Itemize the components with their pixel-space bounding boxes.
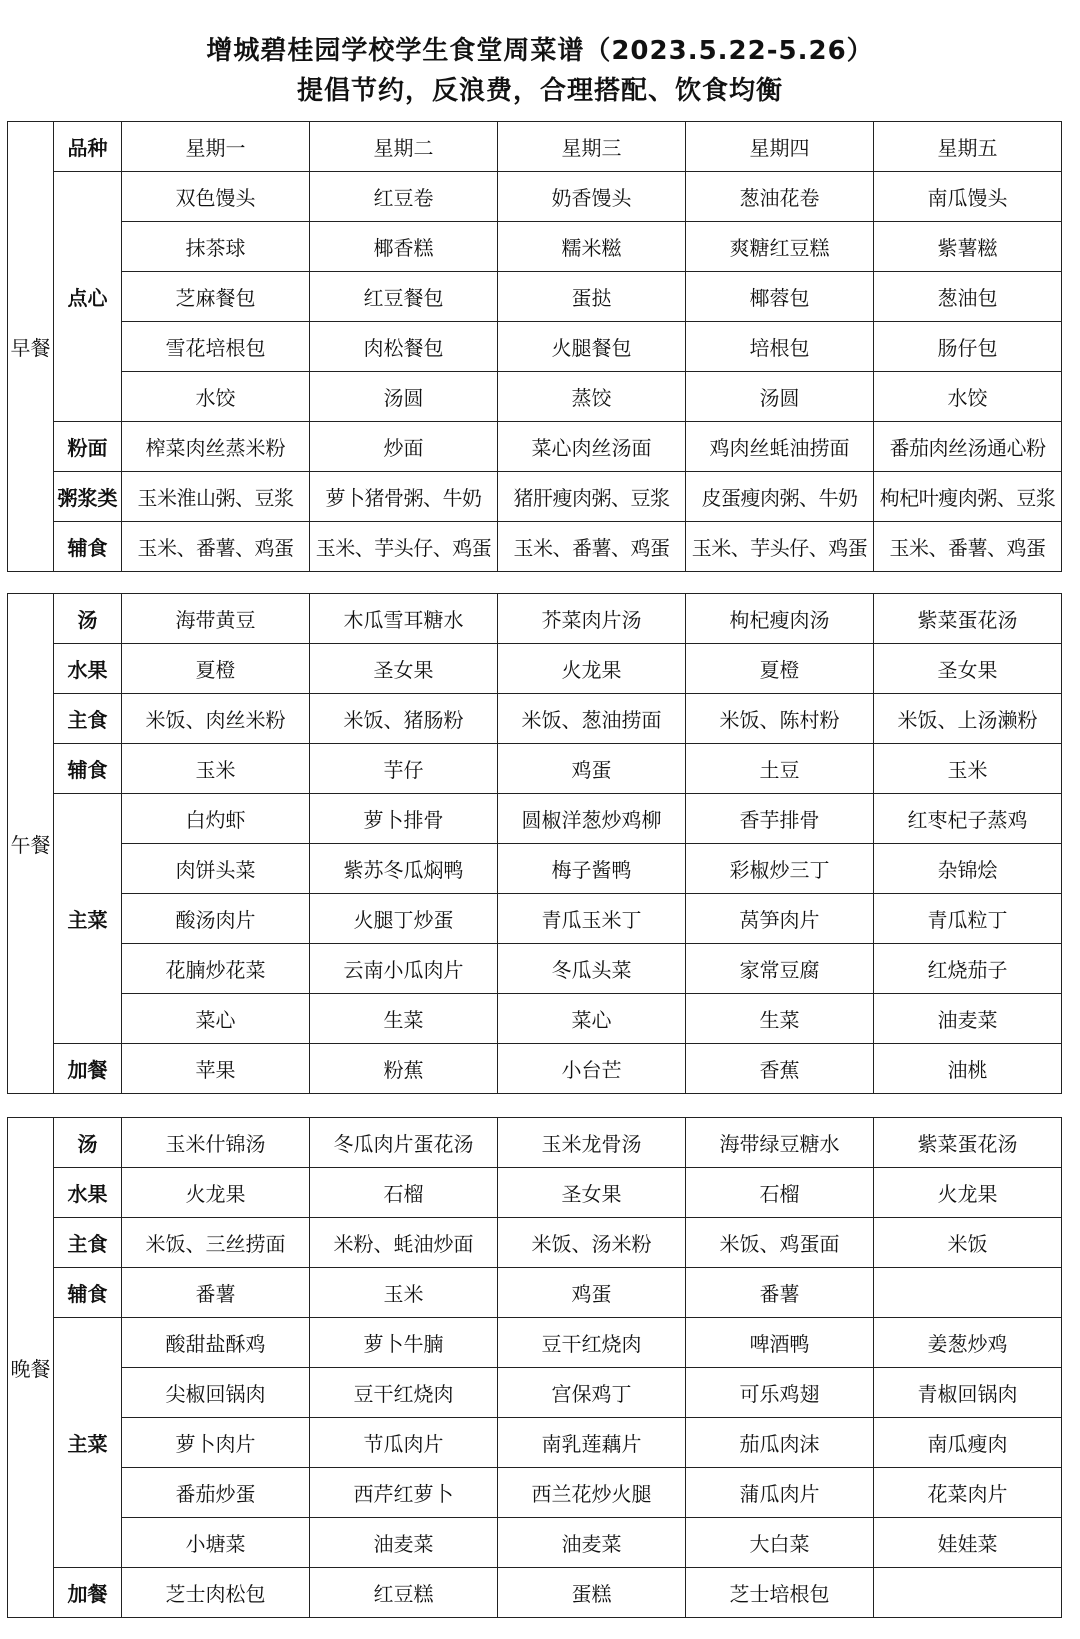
menu-cell: 白灼虾 [122, 794, 310, 844]
menu-cell: 米饭、三丝捞面 [122, 1218, 310, 1268]
menu-cell: 鸡肉丝蚝油捞面 [686, 422, 874, 472]
table-row [8, 1044, 1062, 1094]
menu-title: 增城碧桂园学校学生食堂周菜谱（2023.5.22-5.26） [206, 36, 874, 66]
menu-cell: 芝士肉松包 [122, 1568, 310, 1618]
menu-cell: 西兰花炒火腿 [498, 1468, 686, 1518]
menu-cell: 番薯 [122, 1268, 310, 1318]
table-row [8, 994, 1062, 1044]
menu-cell: 炒面 [310, 422, 498, 472]
table-row [8, 844, 1062, 894]
menu-cell: 爽糖红豆糕 [686, 222, 874, 272]
menu-cell: 枸杞叶瘦肉粥、豆浆 [874, 472, 1062, 522]
menu-cell: 玉米 [310, 1268, 498, 1318]
header-row [8, 122, 1062, 172]
menu-cell: 米粉、蚝油炒面 [310, 1218, 498, 1268]
menu-cell: 葱油花卷 [686, 172, 874, 222]
menu-cell: 青瓜玉米丁 [498, 894, 686, 944]
category-label: 加餐 [54, 1568, 122, 1618]
menu-cell: 娃娃菜 [874, 1518, 1062, 1568]
menu-cell: 石榴 [310, 1168, 498, 1218]
table-row [8, 422, 1062, 472]
category-label: 汤 [54, 1118, 122, 1168]
menu-cell: 枸杞瘦肉汤 [686, 594, 874, 644]
table-row [8, 594, 1062, 644]
menu-cell: 可乐鸡翅 [686, 1368, 874, 1418]
menu-cell: 油麦菜 [498, 1518, 686, 1568]
menu-cell: 玉米、番薯、鸡蛋 [874, 522, 1062, 572]
menu-cell: 苹果 [122, 1044, 310, 1094]
menu-cell: 圆椒洋葱炒鸡柳 [498, 794, 686, 844]
category-label: 水果 [54, 1168, 122, 1218]
menu-cell: 姜葱炒鸡 [874, 1318, 1062, 1368]
table-row [8, 1418, 1062, 1468]
menu-cell: 米饭、上汤濑粉 [874, 694, 1062, 744]
menu-cell: 宫保鸡丁 [498, 1368, 686, 1418]
category-label: 辅食 [54, 522, 122, 572]
menu-cell: 南瓜馒头 [874, 172, 1062, 222]
category-label: 辅食 [54, 744, 122, 794]
table-row [8, 1368, 1062, 1418]
table-row [8, 1568, 1062, 1618]
table-row [8, 644, 1062, 694]
menu-cell: 木瓜雪耳糖水 [310, 594, 498, 644]
table-row [8, 522, 1062, 572]
menu-cell: 红豆餐包 [310, 272, 498, 322]
menu-cell: 萝卜牛腩 [310, 1318, 498, 1368]
menu-cell: 水饺 [874, 372, 1062, 422]
menu-cell: 生菜 [310, 994, 498, 1044]
menu-cell: 家常豆腐 [686, 944, 874, 994]
menu-cell: 玉米、芋头仔、鸡蛋 [686, 522, 874, 572]
table-row [8, 1318, 1062, 1368]
category-label: 加餐 [54, 1044, 122, 1094]
menu-cell: 玉米 [874, 744, 1062, 794]
menu-cell: 番薯 [686, 1268, 874, 1318]
menu-cell: 肉饼头菜 [122, 844, 310, 894]
menu-cell: 米饭、汤米粉 [498, 1218, 686, 1268]
header-day: 星期二 [310, 122, 498, 172]
menu-cell: 萝卜猪骨粥、牛奶 [310, 472, 498, 522]
menu-cell: 梅子酱鸭 [498, 844, 686, 894]
menu-cell: 南瓜瘦肉 [874, 1418, 1062, 1468]
category-label: 主食 [54, 1218, 122, 1268]
menu-cell: 啤酒鸭 [686, 1318, 874, 1368]
menu-cell: 菜心肉丝汤面 [498, 422, 686, 472]
table-row [8, 1268, 1062, 1318]
category-label: 粥浆类 [54, 472, 122, 522]
menu-cell: 油桃 [874, 1044, 1062, 1094]
menu-cell: 双色馒头 [122, 172, 310, 222]
menu-cell: 紫薯糍 [874, 222, 1062, 272]
category-label: 主菜 [54, 1318, 122, 1568]
menu-cell: 莴笋肉片 [686, 894, 874, 944]
menu-cell: 土豆 [686, 744, 874, 794]
menu-cell: 紫菜蛋花汤 [874, 1118, 1062, 1168]
dinner-table [7, 1117, 1062, 1618]
lunch-table [7, 593, 1062, 1094]
menu-cell: 玉米 [122, 744, 310, 794]
table-row [8, 372, 1062, 422]
menu-cell: 火龙果 [498, 644, 686, 694]
menu-cell: 云南小瓜肉片 [310, 944, 498, 994]
menu-cell: 米饭、肉丝米粉 [122, 694, 310, 744]
menu-cell: 米饭、猪肠粉 [310, 694, 498, 744]
menu-cell: 萝卜肉片 [122, 1418, 310, 1468]
menu-cell: 玉米、番薯、鸡蛋 [122, 522, 310, 572]
category-label: 汤 [54, 594, 122, 644]
menu-cell [874, 1268, 1062, 1318]
menu-cell: 芝士培根包 [686, 1568, 874, 1618]
table-row [8, 894, 1062, 944]
table-row [8, 1168, 1062, 1218]
menu-cell: 海带黄豆 [122, 594, 310, 644]
menu-cell: 青椒回锅肉 [874, 1368, 1062, 1418]
header-day: 星期三 [498, 122, 686, 172]
menu-cell: 火龙果 [122, 1168, 310, 1218]
menu-cell: 香蕉 [686, 1044, 874, 1094]
header-day: 星期四 [686, 122, 874, 172]
menu-cell: 香芋排骨 [686, 794, 874, 844]
menu-cell: 火腿餐包 [498, 322, 686, 372]
menu-cell: 紫菜蛋花汤 [874, 594, 1062, 644]
menu-cell: 冬瓜头菜 [498, 944, 686, 994]
menu-cell: 玉米、番薯、鸡蛋 [498, 522, 686, 572]
menu-cell: 芋仔 [310, 744, 498, 794]
menu-cell: 火腿丁炒蛋 [310, 894, 498, 944]
menu-cell: 石榴 [686, 1168, 874, 1218]
menu-cell: 汤圆 [686, 372, 874, 422]
menu-cell: 猪肝瘦肉粥、豆浆 [498, 472, 686, 522]
menu-cell: 萝卜排骨 [310, 794, 498, 844]
menu-cell: 小塘菜 [122, 1518, 310, 1568]
category-label: 点心 [54, 172, 122, 422]
meal-label: 午餐 [8, 594, 54, 1094]
table-row [8, 322, 1062, 372]
menu-cell: 蛋糕 [498, 1568, 686, 1618]
menu-cell: 夏橙 [122, 644, 310, 694]
title-block [0, 0, 1080, 116]
menu-cell: 鸡蛋 [498, 744, 686, 794]
menu-cell: 玉米、芋头仔、鸡蛋 [310, 522, 498, 572]
table-row [8, 272, 1062, 322]
menu-cell: 酸甜盐酥鸡 [122, 1318, 310, 1368]
menu-cell: 圣女果 [498, 1168, 686, 1218]
menu-cell: 青瓜粒丁 [874, 894, 1062, 944]
menu-cell: 水饺 [122, 372, 310, 422]
menu-cell: 圣女果 [874, 644, 1062, 694]
meal-label: 晚餐 [8, 1118, 54, 1618]
menu-cell: 花腩炒花菜 [122, 944, 310, 994]
breakfast-table [7, 121, 1062, 572]
menu-cell: 粉蕉 [310, 1044, 498, 1094]
table-row [8, 1118, 1062, 1168]
menu-cell: 肉松餐包 [310, 322, 498, 372]
menu-cell: 紫苏冬瓜焖鸭 [310, 844, 498, 894]
menu-cell: 菜心 [122, 994, 310, 1044]
table-row [8, 944, 1062, 994]
menu-cell: 肠仔包 [874, 322, 1062, 372]
menu-cell: 豆干红烧肉 [310, 1368, 498, 1418]
menu-cell: 椰蓉包 [686, 272, 874, 322]
menu-cell: 奶香馒头 [498, 172, 686, 222]
menu-cell: 海带绿豆糖水 [686, 1118, 874, 1168]
table-row [8, 172, 1062, 222]
menu-cell: 红烧茄子 [874, 944, 1062, 994]
table-row [8, 744, 1062, 794]
menu-cell: 红豆卷 [310, 172, 498, 222]
menu-cell: 汤圆 [310, 372, 498, 422]
menu-cell: 玉米淮山粥、豆浆 [122, 472, 310, 522]
table-row [8, 794, 1062, 844]
menu-cell: 酸汤肉片 [122, 894, 310, 944]
header-day: 星期五 [874, 122, 1062, 172]
menu-cell: 油麦菜 [310, 1518, 498, 1568]
menu-cell: 彩椒炒三丁 [686, 844, 874, 894]
menu-cell [874, 1568, 1062, 1618]
menu-cell: 红豆糕 [310, 1568, 498, 1618]
menu-cell: 西芹红萝卜 [310, 1468, 498, 1518]
table-row [8, 222, 1062, 272]
menu-cell: 雪花培根包 [122, 322, 310, 372]
menu-cell: 鸡蛋 [498, 1268, 686, 1318]
table-row [8, 1518, 1062, 1568]
menu-cell: 榨菜肉丝蒸米粉 [122, 422, 310, 472]
menu-cell: 葱油包 [874, 272, 1062, 322]
category-label: 粉面 [54, 422, 122, 472]
table-row [8, 1218, 1062, 1268]
menu-cell: 培根包 [686, 322, 874, 372]
header-category: 品种 [54, 122, 122, 172]
menu-cell: 节瓜肉片 [310, 1418, 498, 1468]
menu-cell: 花菜肉片 [874, 1468, 1062, 1518]
menu-cell: 圣女果 [310, 644, 498, 694]
menu-cell: 玉米什锦汤 [122, 1118, 310, 1168]
menu-cell: 冬瓜肉片蛋花汤 [310, 1118, 498, 1168]
menu-cell: 皮蛋瘦肉粥、牛奶 [686, 472, 874, 522]
menu-cell: 油麦菜 [874, 994, 1062, 1044]
menu-cell: 夏橙 [686, 644, 874, 694]
menu-cell: 豆干红烧肉 [498, 1318, 686, 1368]
menu-cell: 火龙果 [874, 1168, 1062, 1218]
menu-cell: 米饭、葱油捞面 [498, 694, 686, 744]
menu-cell: 米饭、陈村粉 [686, 694, 874, 744]
menu-cell: 米饭、鸡蛋面 [686, 1218, 874, 1268]
menu-cell: 蒸饺 [498, 372, 686, 422]
menu-cell: 杂锦烩 [874, 844, 1062, 894]
menu-cell: 尖椒回锅肉 [122, 1368, 310, 1418]
meal-label: 早餐 [8, 122, 54, 572]
menu-cell: 茄瓜肉沫 [686, 1418, 874, 1468]
menu-cell: 糯米糍 [498, 222, 686, 272]
table-row [8, 1468, 1062, 1518]
table-row [8, 472, 1062, 522]
category-label: 主食 [54, 694, 122, 744]
menu-cell: 红枣杞子蒸鸡 [874, 794, 1062, 844]
menu-cell: 大白菜 [686, 1518, 874, 1568]
category-label: 主菜 [54, 794, 122, 1044]
menu-cell: 蛋挞 [498, 272, 686, 322]
menu-cell: 番茄炒蛋 [122, 1468, 310, 1518]
header-day: 星期一 [122, 122, 310, 172]
menu-cell: 米饭 [874, 1218, 1062, 1268]
menu-cell: 小台芒 [498, 1044, 686, 1094]
menu-cell: 抹茶球 [122, 222, 310, 272]
menu-cell: 蒲瓜肉片 [686, 1468, 874, 1518]
category-label: 辅食 [54, 1268, 122, 1318]
menu-cell: 芥菜肉片汤 [498, 594, 686, 644]
menu-slogan: 提倡节约，反浪费，合理搭配、饮食均衡 [296, 76, 783, 106]
table-row [8, 694, 1062, 744]
category-label: 水果 [54, 644, 122, 694]
menu-cell: 南乳莲藕片 [498, 1418, 686, 1468]
menu-cell: 番茄肉丝汤通心粉 [874, 422, 1062, 472]
menu-cell: 菜心 [498, 994, 686, 1044]
menu-cell: 玉米龙骨汤 [498, 1118, 686, 1168]
menu-cell: 芝麻餐包 [122, 272, 310, 322]
menu-cell: 椰香糕 [310, 222, 498, 272]
menu-cell: 生菜 [686, 994, 874, 1044]
